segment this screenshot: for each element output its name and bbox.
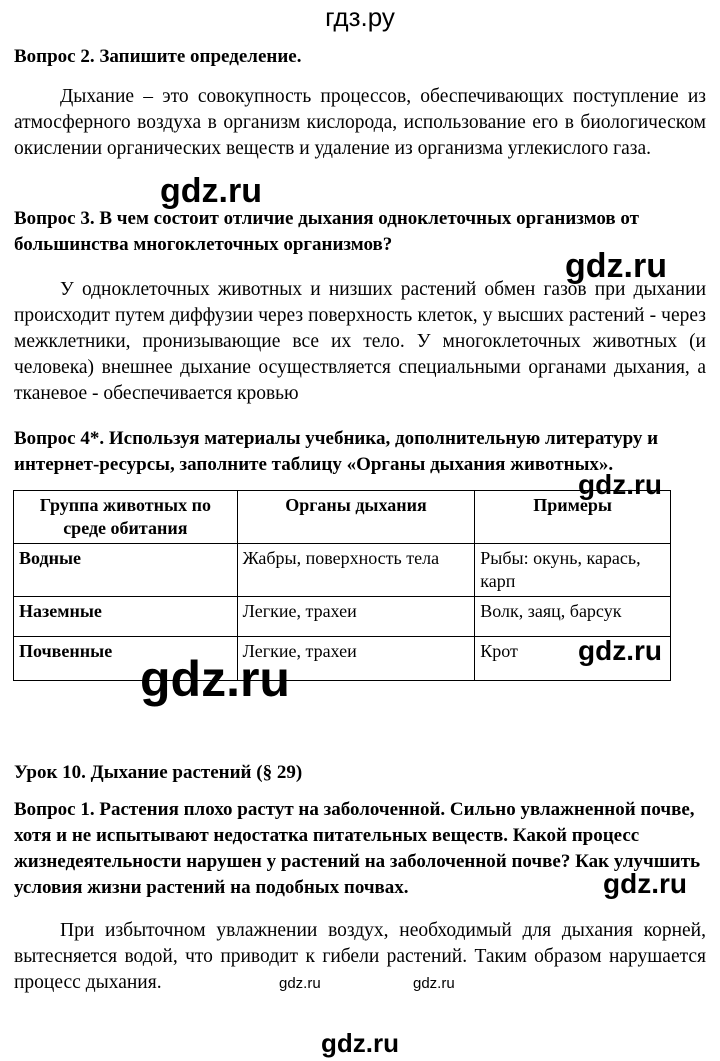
page-header-site: гдз.ру	[325, 2, 395, 32]
table-row	[14, 544, 671, 597]
respiratory-organs-table	[13, 490, 671, 681]
q3-answer: У одноклеточных животных и низших растений обмен газов при дыхании происходит путем диффузии через поверхность клеток, у высших растений - через межклетники, пронизывающие все их тело. У многоклеточных животных (и человека) внешнее дыхание осуществляется специальными органами дыхания, а тканевое - обеспечивается кровью	[14, 279, 706, 404]
table-row	[14, 597, 671, 637]
q2-title: Вопрос 2. Запишите определение.	[14, 46, 302, 67]
table-cell-organs: Легкие, трахеи	[237, 637, 475, 681]
table-cell-organs: Легкие, трахеи	[237, 597, 475, 637]
table-cell-group: Водные	[14, 544, 238, 597]
table-cell-examples: Волк, заяц, барсук	[475, 597, 671, 637]
lesson10-title: Урок 10. Дыхание растений (§ 29)	[14, 762, 303, 783]
watermark: gdz.ru	[160, 172, 262, 210]
watermark: gdz.ru	[279, 975, 321, 992]
table-cell-examples: Крот	[475, 637, 671, 681]
watermark: gdz.ru	[578, 469, 662, 500]
watermark: gdz.ru	[565, 247, 667, 285]
table-header-cell: Примеры	[475, 491, 671, 544]
table-header-cell: Органы дыхания	[237, 491, 475, 544]
page-footer-site: gdz.ru	[321, 1028, 399, 1058]
table-row	[14, 637, 671, 681]
table-cell-examples: Рыбы: окунь, карась, карп	[475, 544, 671, 597]
table-cell-group: Наземные	[14, 597, 238, 637]
q3-title: Вопрос 3. В чем состоит отличие дыхания одноклеточных организмов от большинства многоклеточных организмов?	[14, 208, 639, 255]
watermark: gdz.ru	[578, 635, 662, 666]
q2-answer: Дыхание – это совокупность процессов, обеспечивающих поступление из атмосферного воздуха в организм кислорода, использование его в биологическом окислении органических веществ и удаление из организма углекислого газа.	[14, 86, 706, 159]
table-cell-group: Почвенные	[14, 637, 238, 681]
table-header-cell: Группа животных по среде обитания	[14, 491, 238, 544]
table-header-row	[14, 491, 671, 544]
q4-title: Вопрос 4*. Используя материалы учебника, дополнительную литературу и интернет-ресурсы, заполните таблицу «Органы дыхания животных».	[14, 428, 659, 475]
l10q1-answer: При избыточном увлажнении воздух, необходимый для дыхания корней, вытесняется водой, что приводит к гибели растений. Таким образом нарушается процесс дыхания.	[14, 920, 706, 993]
watermark: gdz.ru	[603, 868, 687, 899]
l10q1-title: Вопрос 1. Растения плохо растут на заболоченной. Сильно увлажненной почве, хотя и не испытывают недостатка питательных веществ. Какой процесс жизнедеятельности нарушен у растений на заболоченной почве? Как улучшить условия жизни растений на подобных почвах.	[14, 799, 701, 898]
watermark: gdz.ru	[140, 651, 290, 707]
table-cell-organs: Жабры, поверхность тела	[237, 544, 475, 597]
watermark: gdz.ru	[413, 975, 455, 992]
